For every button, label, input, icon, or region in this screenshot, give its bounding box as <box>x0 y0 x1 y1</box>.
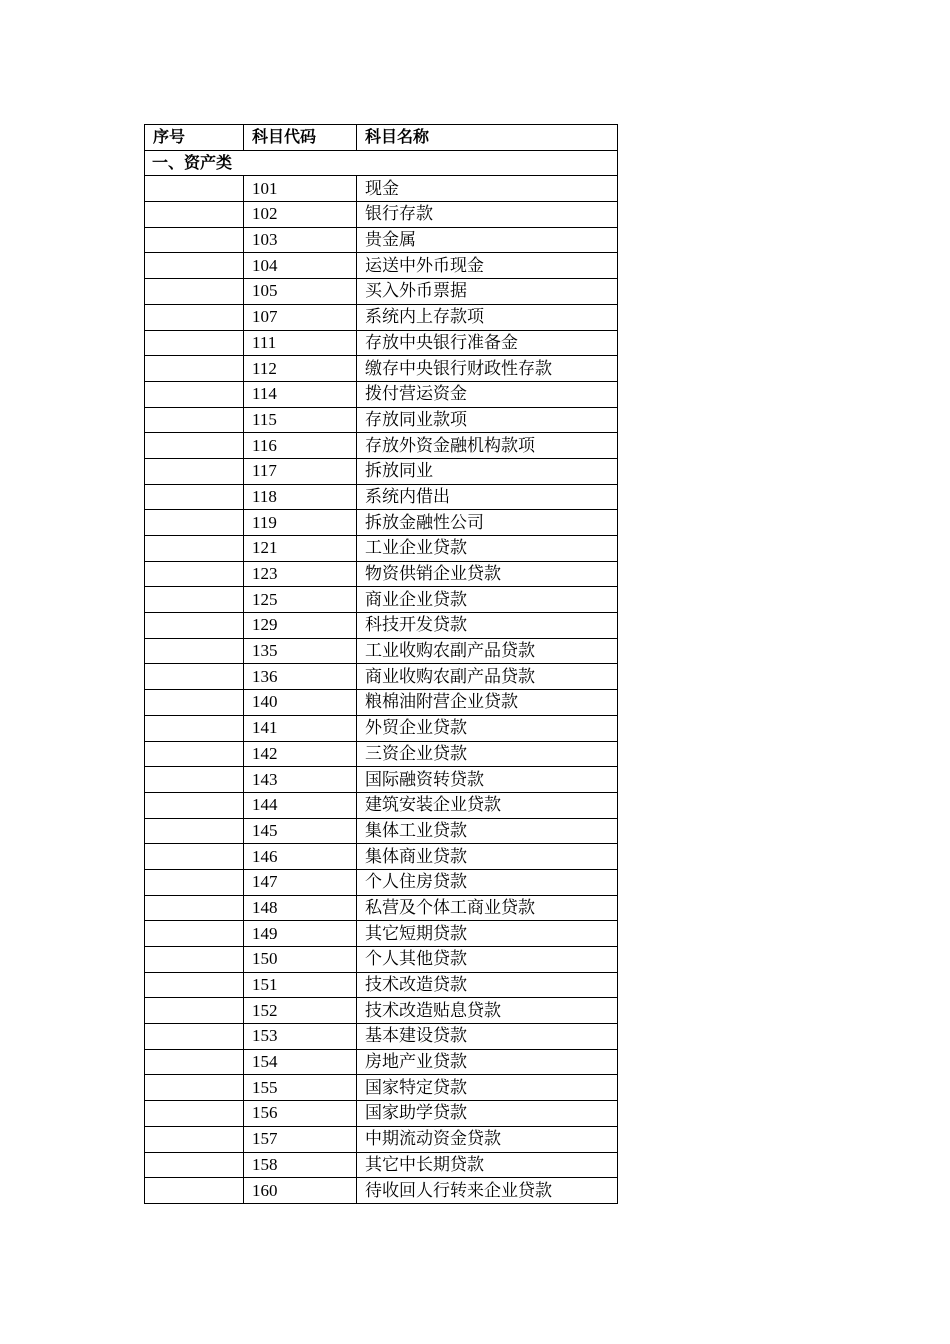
cell-name: 其它短期贷款 <box>357 921 618 947</box>
table-row <box>145 1075 618 1101</box>
cell-seq <box>145 613 244 639</box>
cell-code: 102 <box>244 202 357 228</box>
table-body <box>145 150 618 1203</box>
table-row <box>145 484 618 510</box>
cell-seq <box>145 792 244 818</box>
cell-name: 国际融资转贷款 <box>357 767 618 793</box>
table-row <box>145 947 618 973</box>
cell-seq <box>145 1024 244 1050</box>
cell-name: 房地产业贷款 <box>357 1049 618 1075</box>
cell-seq <box>145 638 244 664</box>
cell-name: 个人住房贷款 <box>357 869 618 895</box>
account-subjects-table <box>144 124 618 1204</box>
cell-name: 集体商业贷款 <box>357 844 618 870</box>
cell-code: 116 <box>244 433 357 459</box>
table-row <box>145 202 618 228</box>
cell-name: 外贸企业贷款 <box>357 715 618 741</box>
cell-name: 建筑安装企业贷款 <box>357 792 618 818</box>
cell-seq <box>145 1126 244 1152</box>
cell-name: 系统内借出 <box>357 484 618 510</box>
header-code: 科目代码 <box>244 125 357 151</box>
table-row <box>145 458 618 484</box>
cell-seq <box>145 176 244 202</box>
cell-code: 119 <box>244 510 357 536</box>
table-row <box>145 381 618 407</box>
cell-seq <box>145 921 244 947</box>
section-row <box>145 150 618 176</box>
cell-code: 104 <box>244 253 357 279</box>
cell-code: 158 <box>244 1152 357 1178</box>
cell-name: 现金 <box>357 176 618 202</box>
table-row <box>145 972 618 998</box>
table-row <box>145 741 618 767</box>
cell-code: 112 <box>244 356 357 382</box>
cell-name: 科技开发贷款 <box>357 613 618 639</box>
cell-code: 152 <box>244 998 357 1024</box>
cell-code: 141 <box>244 715 357 741</box>
table-row <box>145 613 618 639</box>
cell-code: 136 <box>244 664 357 690</box>
cell-code: 160 <box>244 1178 357 1204</box>
table-row <box>145 279 618 305</box>
section-title: 一、资产类 <box>145 150 618 176</box>
cell-name: 个人其他贷款 <box>357 947 618 973</box>
cell-seq <box>145 458 244 484</box>
table-row <box>145 1178 618 1204</box>
cell-seq <box>145 253 244 279</box>
table-row <box>145 561 618 587</box>
cell-seq <box>145 587 244 613</box>
cell-code: 144 <box>244 792 357 818</box>
table-row <box>145 304 618 330</box>
cell-name: 商业企业贷款 <box>357 587 618 613</box>
cell-name: 物资供销企业贷款 <box>357 561 618 587</box>
cell-name: 系统内上存款项 <box>357 304 618 330</box>
table-row <box>145 844 618 870</box>
cell-seq <box>145 947 244 973</box>
cell-seq <box>145 844 244 870</box>
cell-seq <box>145 972 244 998</box>
table-row <box>145 767 618 793</box>
table-row <box>145 664 618 690</box>
table-row <box>145 998 618 1024</box>
cell-code: 123 <box>244 561 357 587</box>
cell-seq <box>145 869 244 895</box>
cell-code: 118 <box>244 484 357 510</box>
cell-seq <box>145 895 244 921</box>
cell-seq <box>145 1178 244 1204</box>
table-row <box>145 1152 618 1178</box>
table-row <box>145 1049 618 1075</box>
cell-seq <box>145 1101 244 1127</box>
cell-name: 私营及个体工商业贷款 <box>357 895 618 921</box>
cell-name: 中期流动资金贷款 <box>357 1126 618 1152</box>
cell-code: 117 <box>244 458 357 484</box>
cell-name: 技术改造贷款 <box>357 972 618 998</box>
table-row <box>145 227 618 253</box>
cell-seq <box>145 1075 244 1101</box>
cell-name: 三资企业贷款 <box>357 741 618 767</box>
cell-seq <box>145 356 244 382</box>
table-row <box>145 869 618 895</box>
cell-code: 142 <box>244 741 357 767</box>
cell-name: 存放中央银行准备金 <box>357 330 618 356</box>
table-row <box>145 895 618 921</box>
cell-name: 拨付营运资金 <box>357 381 618 407</box>
cell-name: 工业企业贷款 <box>357 536 618 562</box>
table-row <box>145 715 618 741</box>
cell-name: 缴存中央银行财政性存款 <box>357 356 618 382</box>
cell-seq <box>145 484 244 510</box>
cell-seq <box>145 664 244 690</box>
cell-seq <box>145 767 244 793</box>
cell-code: 105 <box>244 279 357 305</box>
header-seq: 序号 <box>145 125 244 151</box>
cell-seq <box>145 1049 244 1075</box>
cell-name: 贵金属 <box>357 227 618 253</box>
cell-code: 129 <box>244 613 357 639</box>
cell-code: 125 <box>244 587 357 613</box>
cell-code: 155 <box>244 1075 357 1101</box>
cell-seq <box>145 1152 244 1178</box>
cell-name: 工业收购农副产品贷款 <box>357 638 618 664</box>
cell-name: 运送中外币现金 <box>357 253 618 279</box>
table-row <box>145 176 618 202</box>
cell-seq <box>145 279 244 305</box>
cell-name: 国家助学贷款 <box>357 1101 618 1127</box>
table-row <box>145 433 618 459</box>
cell-name: 存放外资金融机构款项 <box>357 433 618 459</box>
cell-code: 103 <box>244 227 357 253</box>
cell-code: 156 <box>244 1101 357 1127</box>
table-row <box>145 921 618 947</box>
cell-seq <box>145 330 244 356</box>
table-row <box>145 330 618 356</box>
cell-seq <box>145 818 244 844</box>
table-row <box>145 1126 618 1152</box>
cell-seq <box>145 510 244 536</box>
cell-code: 121 <box>244 536 357 562</box>
cell-name: 其它中长期贷款 <box>357 1152 618 1178</box>
cell-code: 101 <box>244 176 357 202</box>
cell-name: 银行存款 <box>357 202 618 228</box>
cell-name: 国家特定贷款 <box>357 1075 618 1101</box>
cell-seq <box>145 561 244 587</box>
table-row <box>145 587 618 613</box>
cell-name: 拆放金融性公司 <box>357 510 618 536</box>
header-name: 科目名称 <box>357 125 618 151</box>
cell-name: 技术改造贴息贷款 <box>357 998 618 1024</box>
cell-seq <box>145 227 244 253</box>
cell-name: 存放同业款项 <box>357 407 618 433</box>
cell-code: 145 <box>244 818 357 844</box>
cell-code: 114 <box>244 381 357 407</box>
cell-code: 149 <box>244 921 357 947</box>
cell-seq <box>145 202 244 228</box>
cell-code: 111 <box>244 330 357 356</box>
table-row <box>145 1101 618 1127</box>
cell-seq <box>145 998 244 1024</box>
table-row <box>145 510 618 536</box>
cell-name: 集体工业贷款 <box>357 818 618 844</box>
table-row <box>145 253 618 279</box>
cell-code: 157 <box>244 1126 357 1152</box>
cell-code: 115 <box>244 407 357 433</box>
cell-code: 151 <box>244 972 357 998</box>
table-row <box>145 536 618 562</box>
table-header-row <box>145 125 618 151</box>
cell-code: 107 <box>244 304 357 330</box>
cell-seq <box>145 690 244 716</box>
cell-code: 148 <box>244 895 357 921</box>
cell-name: 粮棉油附营企业贷款 <box>357 690 618 716</box>
cell-seq <box>145 381 244 407</box>
table-row <box>145 356 618 382</box>
cell-code: 140 <box>244 690 357 716</box>
cell-seq <box>145 304 244 330</box>
cell-code: 143 <box>244 767 357 793</box>
cell-code: 154 <box>244 1049 357 1075</box>
cell-code: 153 <box>244 1024 357 1050</box>
table-row <box>145 792 618 818</box>
cell-seq <box>145 433 244 459</box>
cell-code: 150 <box>244 947 357 973</box>
table-row <box>145 407 618 433</box>
cell-seq <box>145 715 244 741</box>
table-row <box>145 818 618 844</box>
cell-code: 135 <box>244 638 357 664</box>
cell-name: 买入外币票据 <box>357 279 618 305</box>
cell-name: 基本建设贷款 <box>357 1024 618 1050</box>
cell-code: 147 <box>244 869 357 895</box>
table-row <box>145 1024 618 1050</box>
cell-name: 拆放同业 <box>357 458 618 484</box>
cell-seq <box>145 741 244 767</box>
cell-code: 146 <box>244 844 357 870</box>
cell-seq <box>145 536 244 562</box>
cell-name: 商业收购农副产品贷款 <box>357 664 618 690</box>
table-row <box>145 690 618 716</box>
cell-name: 待收回人行转来企业贷款 <box>357 1178 618 1204</box>
table-row <box>145 638 618 664</box>
cell-seq <box>145 407 244 433</box>
